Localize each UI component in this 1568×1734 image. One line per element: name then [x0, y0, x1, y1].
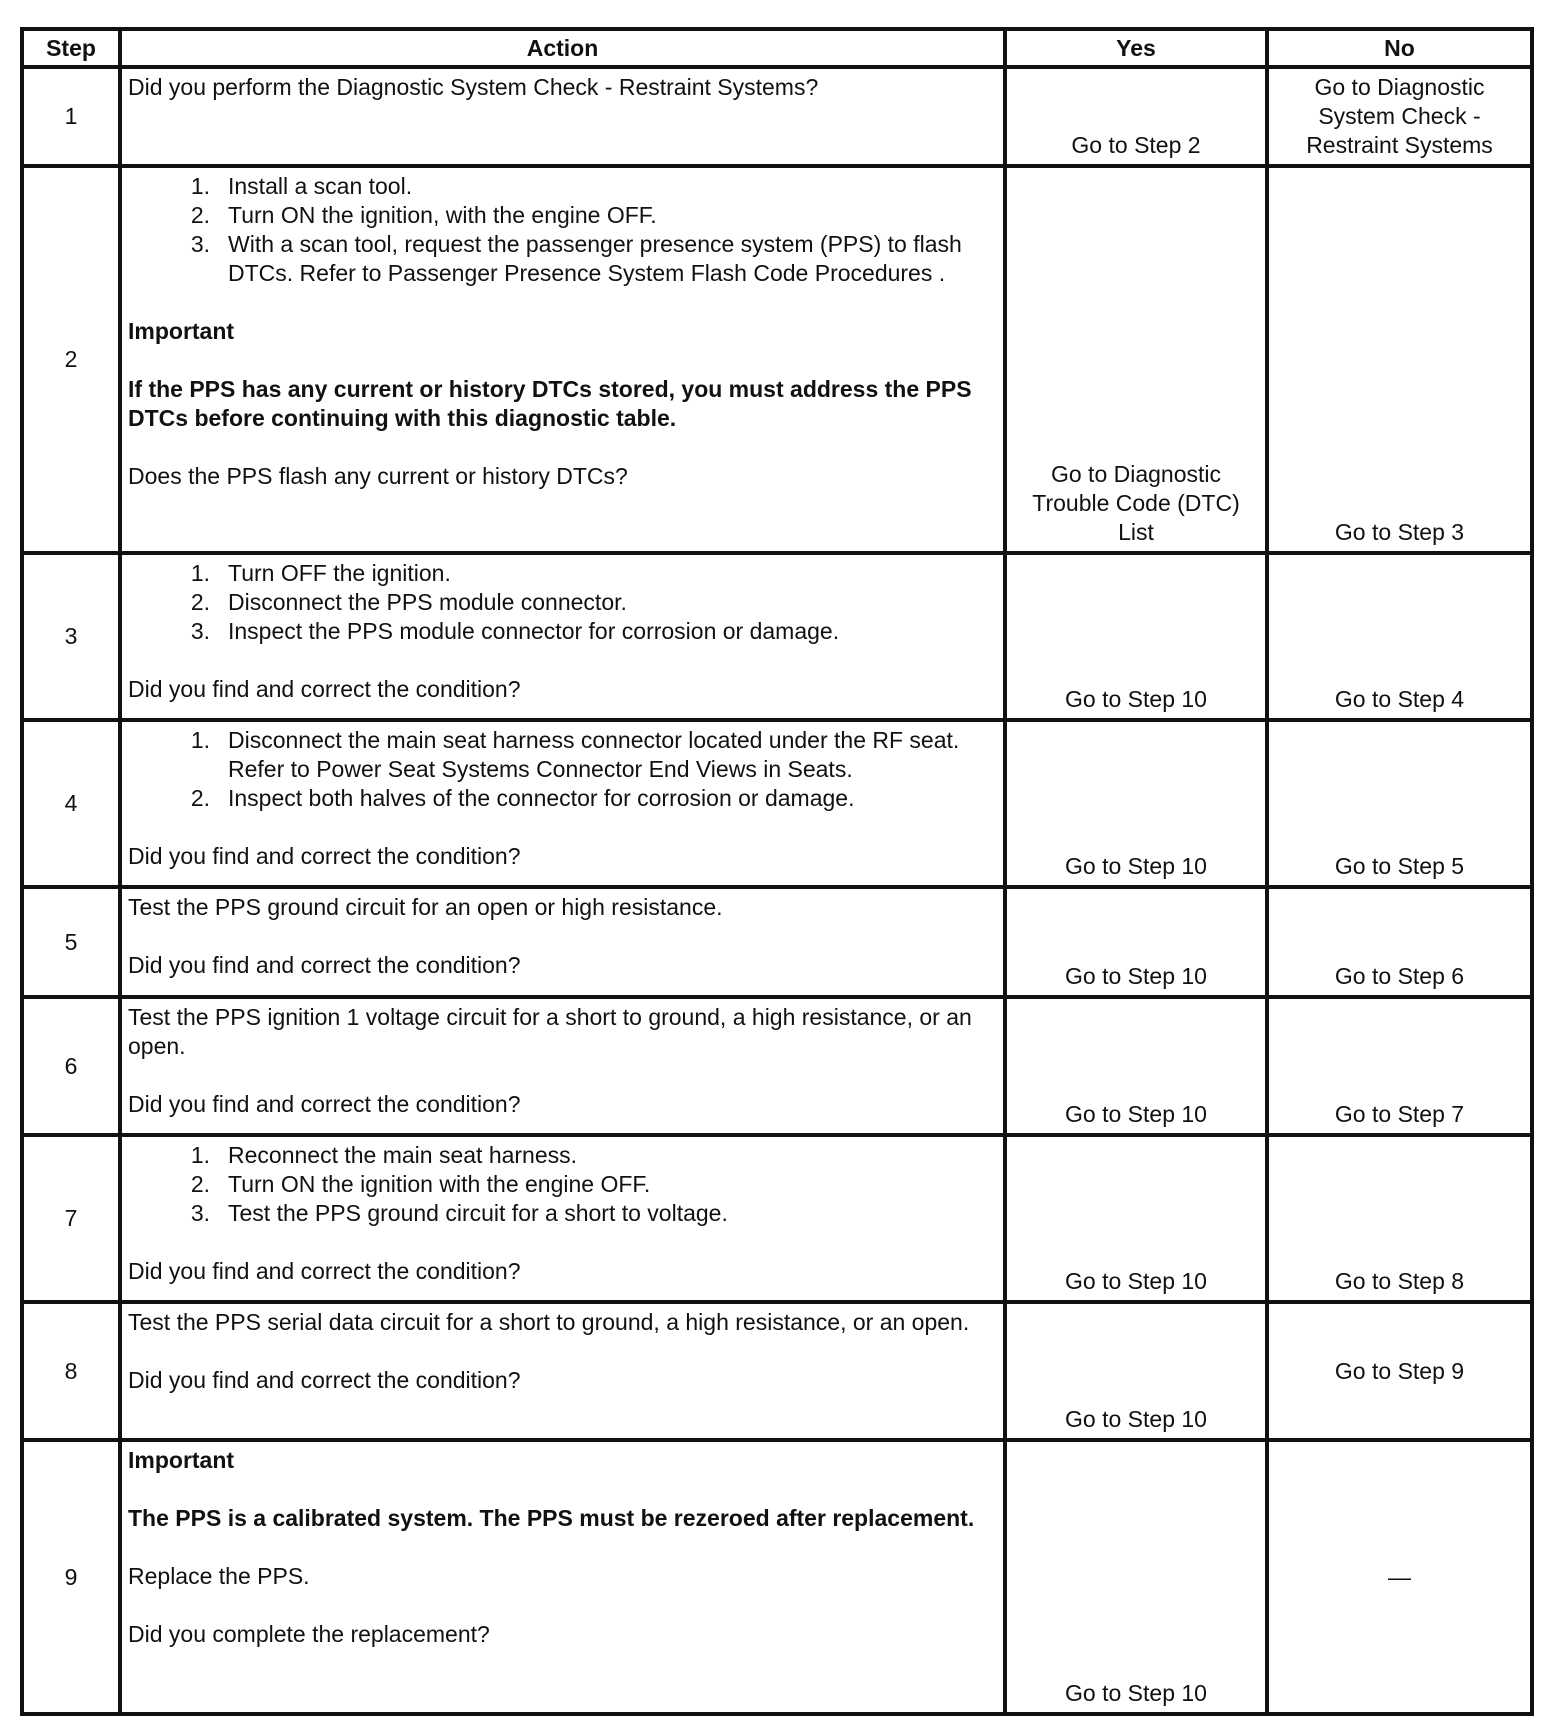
action-cell: [120, 887, 1005, 997]
question-text: Did you complete the replacement?: [128, 1621, 490, 1647]
instruction-list: [128, 726, 997, 813]
header-yes: Yes: [1005, 29, 1267, 67]
header-action: Action: [120, 29, 1005, 67]
list-item: 3. Test the PPS ground circuit for a short to voltage.: [190, 1200, 728, 1226]
yes-cell: Go to Step 10: [1005, 1135, 1267, 1302]
table-row: [22, 1440, 1532, 1714]
instruction-list: [128, 559, 997, 646]
action-cell: [120, 1440, 1005, 1714]
no-cell: Go to Step 9: [1267, 1302, 1532, 1440]
yes-cell: Go to Step 10: [1005, 1302, 1267, 1440]
action-text: Did you perform the Diagnostic System Check - Restraint Systems?: [128, 74, 819, 100]
table-row: [22, 553, 1532, 720]
yes-cell: Go to Step 10: [1005, 1440, 1267, 1714]
table-row: [22, 887, 1532, 997]
no-cell: Go to Step 4: [1267, 553, 1532, 720]
list-item: 2. Inspect both halves of the connector for corrosion or damage.: [190, 785, 855, 811]
list-item: 3. Inspect the PPS module connector for corrosion or damage.: [190, 618, 840, 644]
list-item: 1. Turn OFF the ignition.: [190, 560, 451, 586]
important-label: Important: [128, 1447, 235, 1473]
no-cell: Go to Diagnostic System Check - Restraint Systems: [1267, 67, 1532, 166]
instruction-list: [128, 1141, 997, 1228]
header-row: [22, 29, 1532, 67]
step-number: 3: [22, 553, 120, 720]
step-number: 9: [22, 1440, 120, 1714]
question-text: Did you find and correct the condition?: [128, 952, 521, 978]
action-text: Replace the PPS.: [128, 1563, 310, 1589]
list-item: 1. Disconnect the main seat harness connector located under the RF seat. Refer to Power Seat Systems Connector End Views in Seats.: [190, 727, 960, 782]
table-row: [22, 720, 1532, 887]
table-row: [22, 67, 1532, 166]
action-text: Test the PPS serial data circuit for a short to ground, a high resistance, or an open.: [128, 1309, 970, 1335]
no-cell: Go to Step 3: [1267, 166, 1532, 553]
no-cell: Go to Step 6: [1267, 887, 1532, 997]
action-cell: [120, 67, 1005, 166]
step-number: 8: [22, 1302, 120, 1440]
important-text: If the PPS has any current or history DTCs stored, you must address the PPS DTCs before continuing with this diagnostic table.: [128, 376, 972, 431]
yes-cell: Go to Step 10: [1005, 887, 1267, 997]
diagnostic-table: [20, 27, 1534, 1716]
list-item: 1. Install a scan tool.: [190, 173, 413, 199]
step-number: 7: [22, 1135, 120, 1302]
question-text: Does the PPS flash any current or history DTCs?: [128, 463, 628, 489]
action-cell: [120, 553, 1005, 720]
table-row: [22, 166, 1532, 553]
no-cell: —: [1267, 1440, 1532, 1714]
no-cell: Go to Step 5: [1267, 720, 1532, 887]
action-cell: [120, 1302, 1005, 1440]
step-number: 1: [22, 67, 120, 166]
important-text: The PPS is a calibrated system. The PPS must be rezeroed after replacement.: [128, 1505, 975, 1531]
step-number: 4: [22, 720, 120, 887]
question-text: Did you find and correct the condition?: [128, 1258, 521, 1284]
action-cell: [120, 720, 1005, 887]
question-text: Did you find and correct the condition?: [128, 676, 521, 702]
list-item: 2. Turn ON the ignition with the engine OFF.: [190, 1171, 651, 1197]
no-cell: Go to Step 8: [1267, 1135, 1532, 1302]
action-cell: [120, 1135, 1005, 1302]
list-item: 3. With a scan tool, request the passenger presence system (PPS) to flash DTCs. Refer to Passenger Presence System Flash Code Procedures .: [190, 231, 962, 286]
yes-cell: Go to Step 10: [1005, 553, 1267, 720]
action-cell: [120, 166, 1005, 553]
table-row: [22, 1135, 1532, 1302]
question-text: Did you find and correct the condition?: [128, 843, 521, 869]
step-number: 2: [22, 166, 120, 553]
list-item: 2. Turn ON the ignition, with the engine OFF.: [190, 202, 657, 228]
no-cell: Go to Step 7: [1267, 997, 1532, 1135]
question-text: Did you find and correct the condition?: [128, 1091, 521, 1117]
step-number: 6: [22, 997, 120, 1135]
instruction-list: [128, 172, 997, 288]
table-row: [22, 1302, 1532, 1440]
header-step: Step: [22, 29, 120, 67]
table-row: [22, 997, 1532, 1135]
yes-cell: Go to Step 10: [1005, 720, 1267, 887]
list-item: 1. Reconnect the main seat harness.: [190, 1142, 578, 1168]
list-item: 2. Disconnect the PPS module connector.: [190, 589, 627, 615]
step-number: 5: [22, 887, 120, 997]
header-no: No: [1267, 29, 1532, 67]
question-text: Did you find and correct the condition?: [128, 1367, 521, 1393]
action-text: Test the PPS ground circuit for an open or high resistance.: [128, 894, 723, 920]
yes-cell: Go to Diagnostic Trouble Code (DTC) List: [1005, 166, 1267, 553]
action-cell: [120, 997, 1005, 1135]
yes-cell: Go to Step 2: [1005, 67, 1267, 166]
action-text: Test the PPS ignition 1 voltage circuit for a short to ground, a high resistance, or an open.: [128, 1004, 972, 1059]
yes-cell: Go to Step 10: [1005, 997, 1267, 1135]
important-label: Important: [128, 318, 235, 344]
